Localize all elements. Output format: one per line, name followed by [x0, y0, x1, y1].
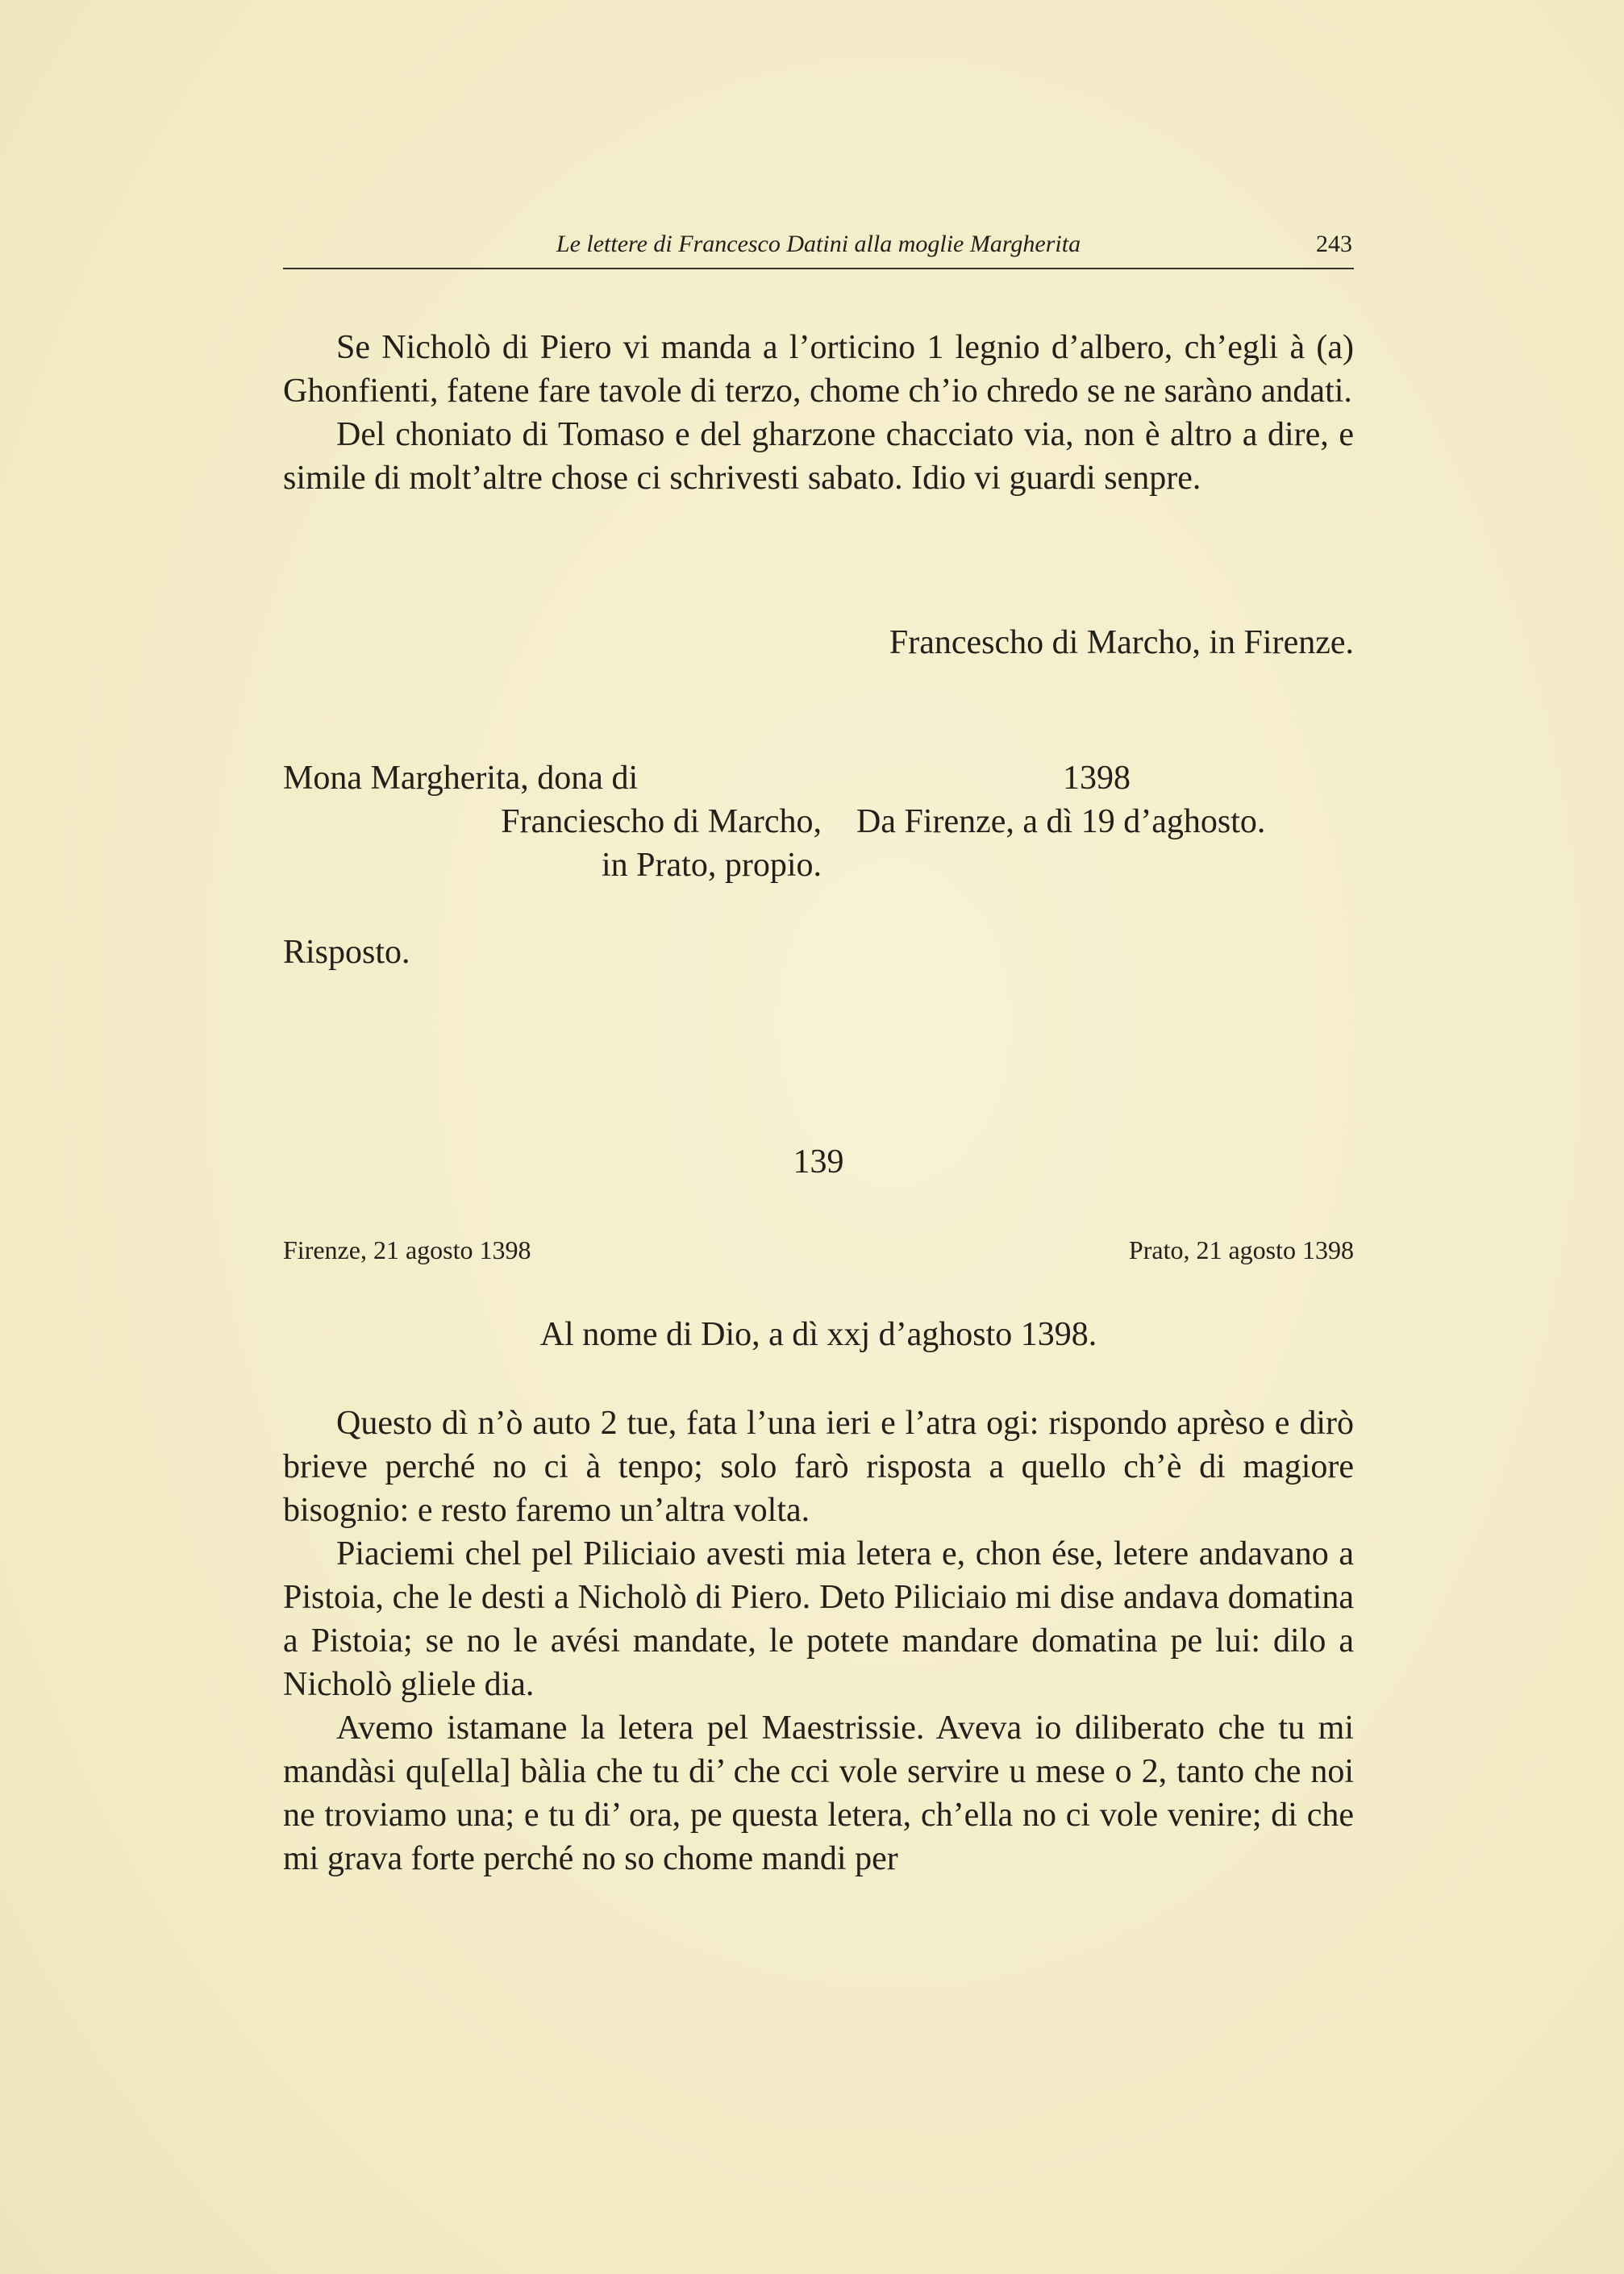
paragraph: Piaciemi chel pel Piliciaio avesti mia letera e, chon ése, letere andavano a Pistoia, che le desti a Nicholò di Piero. Deto Piliciaio mi dise andava domatina a Pistoia; se no le avési mandate, le potete mandare domatina pe lui: dilo a Nicholò gliele dia. [283, 1535, 1354, 1703]
date-line: Da Firenze, a dì 19 d’aghosto. [856, 803, 1266, 840]
invocation: Al nome di Dio, a dì xxj d’aghosto 1398. [539, 1316, 1097, 1353]
address-line-3: in Prato, propio. [602, 847, 822, 884]
previous-letter-body [283, 326, 1354, 500]
signature: Francescho di Marcho, in Firenze. [889, 624, 1354, 661]
letter-number: 139 [793, 1143, 844, 1181]
paragraph: Del choniato di Tomaso e del gharzone chacciato via, non è altro a dire, e simile di molt’altre chose ci schrivesti sabato. Idio vi guardi senpre. [283, 416, 1354, 497]
paragraph: Avemo istamane la letera pel Maestrissie. Aveva io diliberato che tu mi mandàsi qu[ella] bàlia che tu di’ che cci vole servire u mese o 2, tanto che noi ne troviamo una; e tu di’ ora, pe questa letera, ch’ella no ci vole venire; di che mi grava forte perché no so chome mandi per [283, 1710, 1354, 1877]
letter-body [283, 1401, 1354, 1880]
paragraph: Se Nicholò di Piero vi manda a l’orticino 1 legnio d’albero, ch’egli à (a) Ghonfienti, fatene fare tavole di terzo, chome ch’io chredo se ne saràno andati. [283, 329, 1354, 410]
reply-note: Risposto. [283, 934, 410, 971]
address-line-2: Franciescho di Marcho, [501, 803, 822, 840]
running-header [283, 231, 1354, 269]
date-year: 1398 [1063, 760, 1131, 797]
running-title: Le lettere di Francesco Datini alla moglie Margherita [556, 231, 1081, 257]
address-line-1: Mona Margherita, dona di [283, 760, 639, 797]
recipient-place-date: Prato, 21 agosto 1398 [1128, 1235, 1354, 1264]
sender-place-date: Firenze, 21 agosto 1398 [283, 1235, 531, 1264]
page-number: 243 [1316, 231, 1352, 257]
paragraph: Questo dì n’ò auto 2 tue, fata l’una ieri e l’atra ogi: rispondo aprèso e dirò brieve perché no ci à tenpo; solo farò risposta a quello ch’è di magiore bisognio: e resto faremo un’altra volta. [283, 1405, 1354, 1529]
